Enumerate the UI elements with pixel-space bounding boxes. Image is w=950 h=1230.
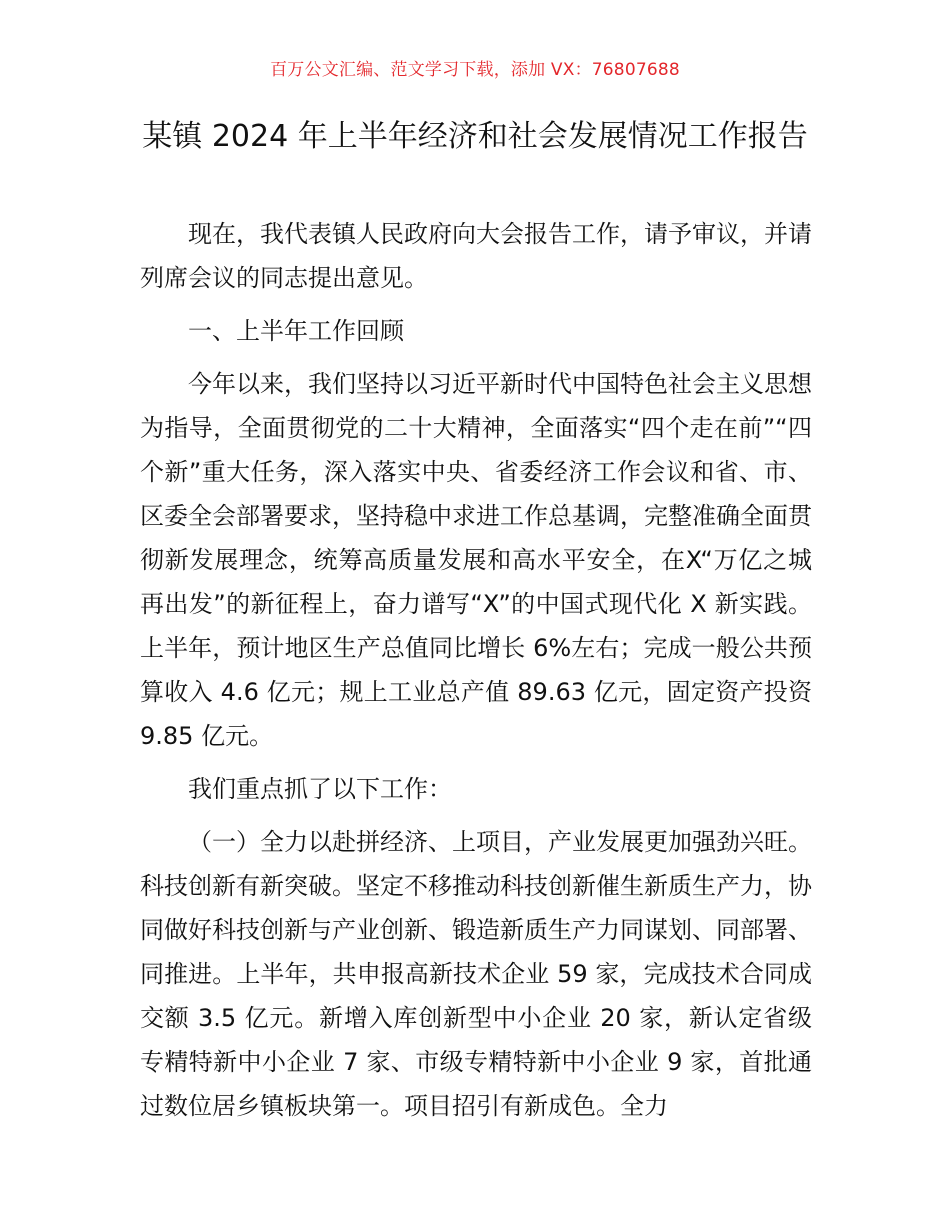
- paragraph-key-work: 我们重点抓了以下工作：: [188, 775, 452, 803]
- paragraph-item-one: （一）全力以赴拼经济、上项目，产业发展更加强劲兴旺。科技创新有新突破。坚定不移推动科技创新催生新质生产力，协同做好科技创新与产业创新、锻造新质生产力同谋划、同部署、同推进。上半年，共申报高新技术企业 59 家，完成技术合同成交额 3.5 亿元。新增入库创新型中小企业 20 家，新认定省级专精特新中小企业 7 家、市级专精特新中小企业 9 家，首批通过数位居乡镇板块第一。项目招引有新成色。全力: [140, 828, 812, 1120]
- document-body: [140, 212, 812, 1137]
- paragraph-overview: 今年以来，我们坚持以习近平新时代中国特色社会主义思想为指导，全面贯彻党的二十大精神，全面落实“四个走在前”“四个新”重大任务，深入落实中央、省委经济工作会议和省、市、区委全会部署要求，坚持稳中求进工作总基调，完整准确全面贯彻新发展理念，统筹高质量发展和高水平安全，在X“万亿之城再出发”的新征程上，奋力谱写“X”的中国式现代化 X 新实践。上半年，预计地区生产总值同比增长 6%左右；完成一般公共预算收入 4.6 亿元；规上工业总产值 89.63 亿元，固定资产投资 9.85 亿元。: [140, 370, 812, 750]
- paragraph-intro: 现在，我代表镇人民政府向大会报告工作，请予审议，并请列席会议的同志提出意见。: [140, 220, 812, 292]
- page-title: 某镇 2024 年上半年经济和社会发展情况工作报告: [142, 119, 808, 154]
- header-note: 百万公文汇编、范文学习下载，添加 VX：76807688: [270, 60, 680, 80]
- section-heading: 一、上半年工作回顾: [188, 317, 404, 345]
